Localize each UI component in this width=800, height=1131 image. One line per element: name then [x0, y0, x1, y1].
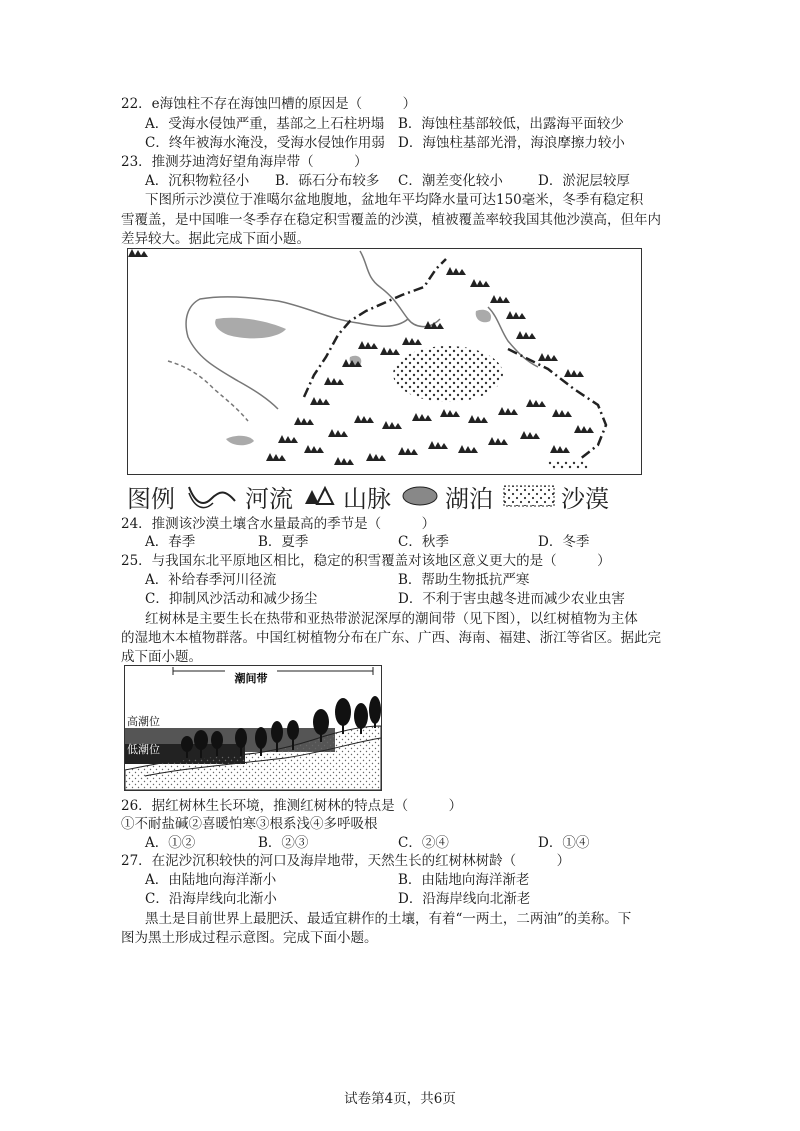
q27-option-d: D．沿海岸线向北渐老: [398, 891, 531, 907]
q24-option-d: D．冬季: [538, 534, 590, 550]
q24-option-a: A．春季: [145, 534, 196, 550]
legend-mountain: [303, 479, 391, 514]
map-legend: [127, 479, 609, 513]
q27-option-a: A．由陆地向海洋渐小: [145, 872, 277, 888]
q25-option-c: C．抑制风沙活动和减少扬尘: [145, 591, 318, 607]
q23-option-d: D．淤泥层较厚: [538, 173, 630, 189]
q25-stem: 25．与我国东北平原地区相比，稳定的积雪覆盖对该地区意义更大的是（ ）: [121, 553, 611, 569]
q22-option-d: D．海蚀柱基部光滑，海浪摩擦力较小: [398, 135, 625, 151]
q26-option-d: D．①④: [538, 835, 590, 851]
desert: [548, 461, 588, 469]
q24-option-c: C．秋季: [398, 534, 449, 550]
q24-stem: 24．推测该沙漠土壤含水量最高的季节是（ ）: [121, 516, 436, 532]
lake: [215, 318, 286, 339]
lake: [226, 436, 254, 445]
q22-stem: 22．e海蚀柱不存在海蚀凹槽的原因是（ ）: [121, 96, 417, 112]
q23-option-c: C．潮差变化较小: [398, 173, 503, 189]
legend-river: [185, 479, 293, 514]
q26-statements: ①不耐盐碱②喜暖怕寒③根系浅④多呼吸根: [121, 816, 378, 832]
q26-stem: 26．据红树林生长环境，推测红树林的特点是（ ）: [121, 798, 463, 814]
q26-option-a: A．①②: [145, 835, 196, 851]
q22-option-c: C．终年被海水淹没，受海水侵蚀作用弱: [145, 135, 385, 151]
legend-lake-label: 湖泊: [445, 484, 493, 513]
legend-lake: [401, 479, 493, 514]
passage1-line2: 雪覆盖，是中国唯一冬季存在稳定积雪覆盖的沙漠，植被覆盖率较我国其他沙漠高，但年内: [121, 212, 661, 228]
q25-option-d: D．不利于害虫越冬进而减少农业虫害: [398, 591, 625, 607]
desert-symbol-icon: [503, 484, 555, 508]
q22-option-a: A．受海水侵蚀严重，基部之上石柱坍塌: [145, 116, 385, 132]
passage1-line3: 差异较大。据此完成下面小题。: [121, 231, 310, 247]
mangrove-diagram: [124, 665, 382, 791]
passage1-line1: 下图所示沙漠位于准噶尔盆地腹地，盆地年平均降水量可达150毫米，冬季有稳定积: [145, 192, 644, 208]
passage2-line2: 的湿地木本植物群落。中国红树植物分布在广东、广西、海南、福建、浙江等省区。据此完: [121, 630, 661, 646]
mangrove-svg: [125, 666, 381, 790]
q23-option-b: B．砾石分布较多: [275, 173, 380, 189]
legend-desert: [503, 479, 609, 514]
legend-title: 图例: [127, 484, 175, 513]
intertidal-label: 潮间带: [234, 672, 268, 685]
mountain-symbol-icon: [303, 484, 337, 508]
passage2-line1: 红树林是主要生长在热带和亚热带淤泥深厚的潮间带（见下图），以红树植物为主体: [145, 611, 638, 627]
high-tide-label: 高潮位: [127, 715, 160, 728]
passage3-line1: 黑土是目前世界上最肥沃、最适宜耕作的土壤，有着“一两土，二两油”的美称。下: [145, 911, 632, 927]
q23-option-a: A．沉积物粒径小: [145, 173, 250, 189]
desert-map-svg: [128, 249, 641, 474]
q27-option-b: B．由陆地向海洋渐老: [398, 872, 530, 888]
q26-option-c: C．②④: [398, 835, 449, 851]
low-tide-label: 低潮位: [127, 743, 160, 756]
legend-river-label: 河流: [245, 484, 293, 513]
passage3-line2: 图为黑土形成过程示意图。完成下面小题。: [121, 930, 378, 946]
q25-option-a: A．补给春季河川径流: [145, 572, 277, 588]
river: [186, 297, 408, 409]
q27-stem: 27．在泥沙沉积较快的河口及海岸地带，天然生长的红树林树龄（ ）: [121, 853, 571, 869]
q22-option-b: B．海蚀柱基部较低，出露海平面较少: [398, 116, 624, 132]
q23-stem: 23．推测芬迪湾好望角海岸带（ ）: [121, 154, 368, 170]
page-footer: 试卷第4页，共6页: [344, 1091, 456, 1107]
river-symbol-icon: [185, 483, 239, 509]
river: [168, 361, 248, 421]
q24-option-b: B．夏季: [258, 534, 309, 550]
lake-symbol-icon: [401, 484, 439, 508]
desert-map: [127, 248, 642, 475]
q26-option-b: B．②③: [258, 835, 309, 851]
passage2-line3: 成下面小题。: [121, 649, 202, 665]
legend-mountain-label: 山脉: [343, 484, 391, 513]
river: [360, 251, 440, 327]
lake: [476, 310, 491, 323]
q25-option-b: B．帮助生物抵抗严寒: [398, 572, 530, 588]
legend-desert-label: 沙漠: [561, 484, 609, 513]
q27-option-c: C．沿海岸线向北渐小: [145, 891, 277, 907]
desert: [393, 346, 503, 402]
